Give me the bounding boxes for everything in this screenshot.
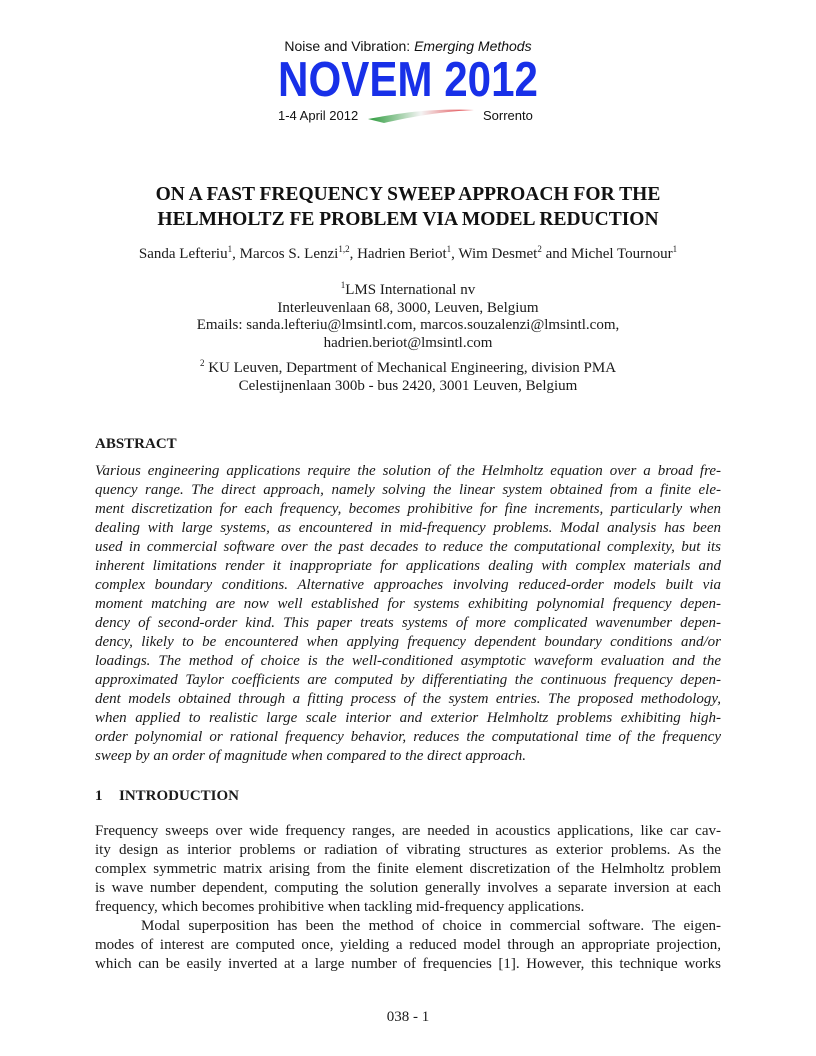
author-affil-mark: 1 xyxy=(672,244,678,254)
author-name: Marcos S. Lenzi xyxy=(239,246,339,262)
body-line: is wave number dependent, computing the solution generally involves a separate inversion at each xyxy=(95,880,721,896)
affil-emails: Emails: sanda.lefteriu@lmsintl.com, marcos.souzalenzi@lmsintl.com, xyxy=(196,317,620,333)
paper-title xyxy=(60,182,756,232)
section-number: 1 xyxy=(95,788,103,804)
body-line: frequency, which becomes prohibitive when tackling mid-frequency applications. xyxy=(95,899,585,915)
abstract-line: dency of second-order kind. This paper treats systems of more complicated wavenumber depen- xyxy=(95,615,721,631)
section-heading xyxy=(95,788,239,805)
conference-location: Sorrento xyxy=(483,108,533,123)
introduction-body xyxy=(95,822,721,974)
author-affil-mark: 1,2 xyxy=(338,244,350,254)
body-line: ity design as interior problems or radiation of vibrating structures as exterior problems. As the xyxy=(95,842,721,858)
abstract-line: order polynomial or rational frequency behavior, reduces the computational time of the frequency xyxy=(95,729,721,745)
affiliation-2 xyxy=(0,360,816,395)
affil-mark: 2 xyxy=(199,358,205,368)
abstract-line: dency, likely to be encountered when applying frequency dependent boundary conditions and/or xyxy=(95,634,721,650)
affil-org: KU Leuven, Department of Mechanical Engineering, division PMA xyxy=(204,360,617,376)
author-affil-mark: 2 xyxy=(537,244,542,254)
abstract-line: moment matching are now well established for systems exhibiting polynomial frequency depen- xyxy=(95,596,721,612)
author-affil-mark: 1 xyxy=(227,244,233,254)
abstract-heading: ABSTRACT xyxy=(95,436,177,452)
conference-dates: 1-4 April 2012 xyxy=(278,108,359,123)
title-line: ON A FAST FREQUENCY SWEEP APPROACH FOR THE xyxy=(155,184,661,205)
separator: and xyxy=(541,246,572,262)
abstract-line: quency range. The direct approach, namely solving the linear system obtained from a finite ele- xyxy=(95,482,721,498)
separator: , xyxy=(232,246,240,262)
abstract-line: complex boundary conditions. Alternative approaches involving reduced-order models built via xyxy=(95,577,721,593)
abstract-line: dent models obtained through a fitting process of the system entries. The proposed methodology, xyxy=(95,691,721,707)
affil-org: LMS International nv xyxy=(345,282,476,298)
body-line: which can be easily inverted at a large number of frequencies [1]. However, this technique works xyxy=(95,956,721,972)
abstract-body xyxy=(95,462,721,766)
body-line: Frequency sweeps over wide frequency ranges, are needed in acoustics applications, like car cav- xyxy=(95,823,721,839)
abstract-line: sweep by an order of magnitude when compared to the direct approach. xyxy=(95,748,527,764)
affiliation-1 xyxy=(0,282,816,352)
author-affil-mark: 1 xyxy=(446,244,452,254)
author-list xyxy=(0,246,816,263)
abstract-line: inherent limitations render it inappropriate for applications dealing with complex materials and xyxy=(95,558,721,574)
abstract-line: Various engineering applications require the solution of the Helmholtz equation over a broad fre- xyxy=(95,463,721,479)
abstract-line: approximated Taylor coefficients are computed by differentiating the continuous frequency depen- xyxy=(95,672,721,688)
abstract-line: dealing with large systems, as encountered in mid-frequency problems. Modal analysis has been xyxy=(95,520,721,536)
series-header xyxy=(0,38,816,54)
author-name: Sanda Lefteriu xyxy=(138,246,228,262)
page-number: 038 - 1 xyxy=(386,1009,430,1025)
body-line: complex symmetric matrix arising from the finite element discretization of the Helmholtz problem xyxy=(95,861,721,877)
affil-address: Interleuvenlaan 68, 3000, Leuven, Belgium xyxy=(277,299,539,316)
separator: , xyxy=(349,246,358,262)
series-subtitle: Emerging Methods xyxy=(414,38,532,54)
conference-logo: NOVEM 2012 xyxy=(278,53,538,107)
author-name: Wim Desmet xyxy=(458,246,538,262)
series-name: Noise and Vibration: xyxy=(284,38,415,54)
section-title: INTRODUCTION xyxy=(119,788,240,804)
affil-address: Celestijnenlaan 300b - bus 2420, 3001 Leuven, Belgium xyxy=(238,377,578,394)
abstract-line: used in commercial software over the past decades to reduce the computational complexity, but its xyxy=(95,539,721,555)
author-name: Michel Tournour xyxy=(571,246,673,262)
body-line: modes of interest are computed once, yielding a reduced model through an appropriate projection, xyxy=(95,937,721,953)
title-line: HELMHOLTZ FE PROBLEM VIA MODEL REDUCTION xyxy=(157,209,659,230)
body-line: Modal superposition has been the method of choice in commercial software. The eigen- xyxy=(141,918,721,934)
abstract-line: loadings. The method of choice is the well-conditioned asymptotic waveform evaluation and the xyxy=(95,653,721,669)
italian-flag-swoosh-icon xyxy=(366,106,478,124)
abstract-line: when applied to realistic large scale interior and exterior Helmholtz problems exhibiting high- xyxy=(95,710,721,726)
affil-emails: hadrien.beriot@lmsintl.com xyxy=(323,334,493,351)
affil-mark: 1 xyxy=(340,280,346,290)
separator: , xyxy=(451,246,459,262)
author-name: Hadrien Beriot xyxy=(357,246,447,262)
abstract-line: ment discretization for each frequency, becomes prohibitive for fine increments, particularly when xyxy=(95,501,721,517)
